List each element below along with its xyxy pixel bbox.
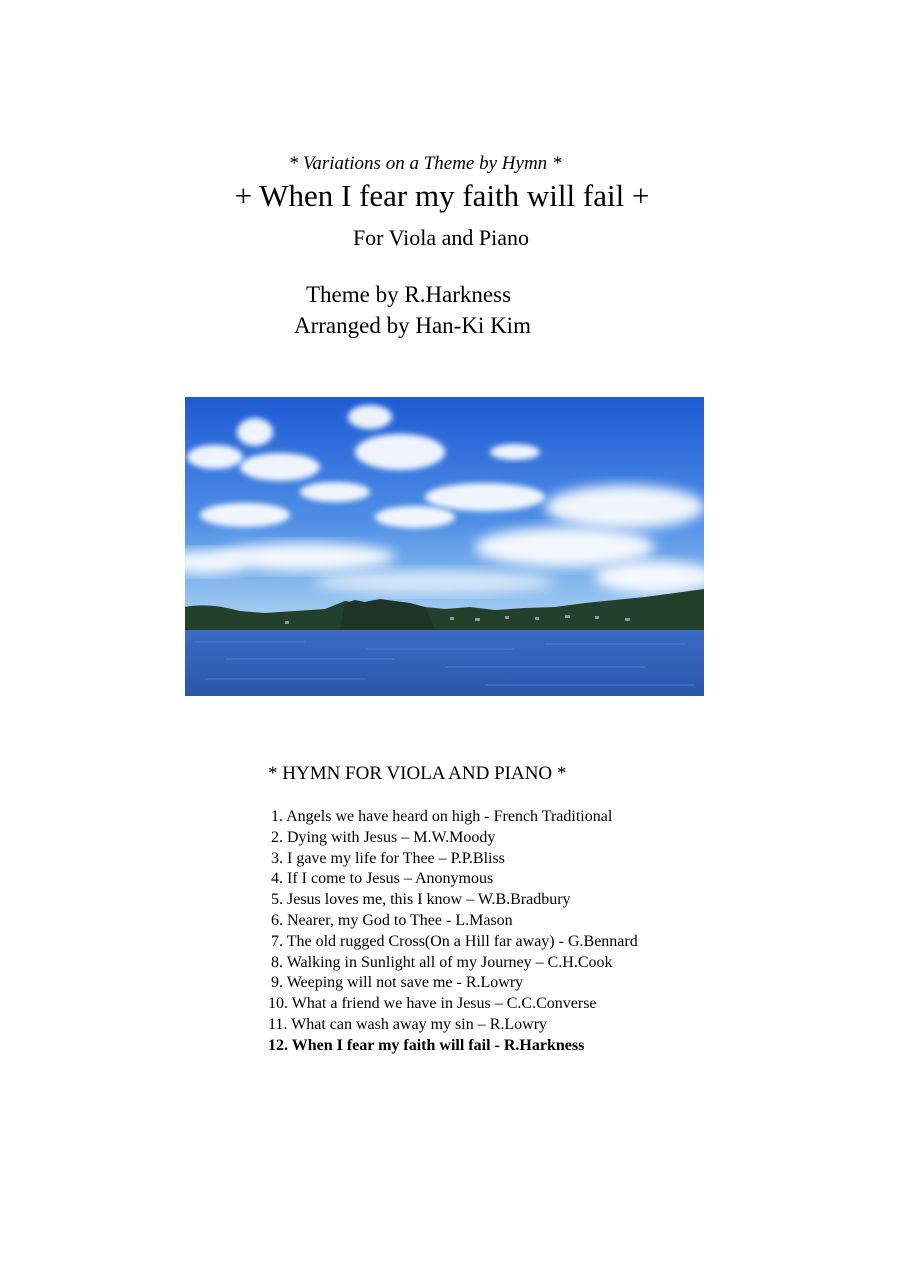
hymn-list-item: 6. Nearer, my God to Thee - L.Mason [271, 911, 513, 929]
cover-photo-lake-landscape [185, 397, 704, 696]
hymn-list [268, 807, 638, 1057]
page-title: + When I fear my faith will fail + [234, 178, 650, 213]
theme-credit: Theme by R.Harkness [306, 282, 512, 307]
arranger-credit: Arranged by Han-Ki Kim [294, 313, 531, 338]
hymn-list-item: 4. If I come to Jesus – Anonymous [271, 870, 494, 888]
hymn-list-item: 10. What a friend we have in Jesus – C.C.Converse [268, 995, 597, 1013]
hymn-list-item: 11. What can wash away my sin – R.Lowry [268, 1015, 548, 1033]
hymn-list-item: 5. Jesus loves me, this I know – W.B.Bradbury [271, 891, 571, 909]
instrumentation-line: For Viola and Piano [352, 225, 530, 250]
hymn-list-item: 8. Walking in Sunlight all of my Journey – C.H.Cook [271, 953, 613, 971]
hymn-list-item-current: 12. When I fear my faith will fail - R.Harkness [268, 1036, 585, 1054]
lake-water [185, 630, 704, 696]
hymn-list-item: 7. The old rugged Cross(On a Hill far away) - G.Bennard [271, 932, 638, 950]
hymn-list-item: 2. Dying with Jesus – M.W.Moody [271, 828, 496, 846]
hymn-list-item: 3. I gave my life for Thee – P.P.Bliss [271, 849, 505, 867]
hymn-list-item: 1. Angels we have heard on high - French Traditional [271, 808, 613, 825]
hymn-list-item: 9. Weeping will not save me - R.Lowry [271, 974, 524, 992]
hymn-list-heading: * HYMN FOR VIOLA AND PIANO * [268, 763, 567, 784]
variations-subtitle: * Variations on a Theme by Hymn * [288, 153, 562, 174]
